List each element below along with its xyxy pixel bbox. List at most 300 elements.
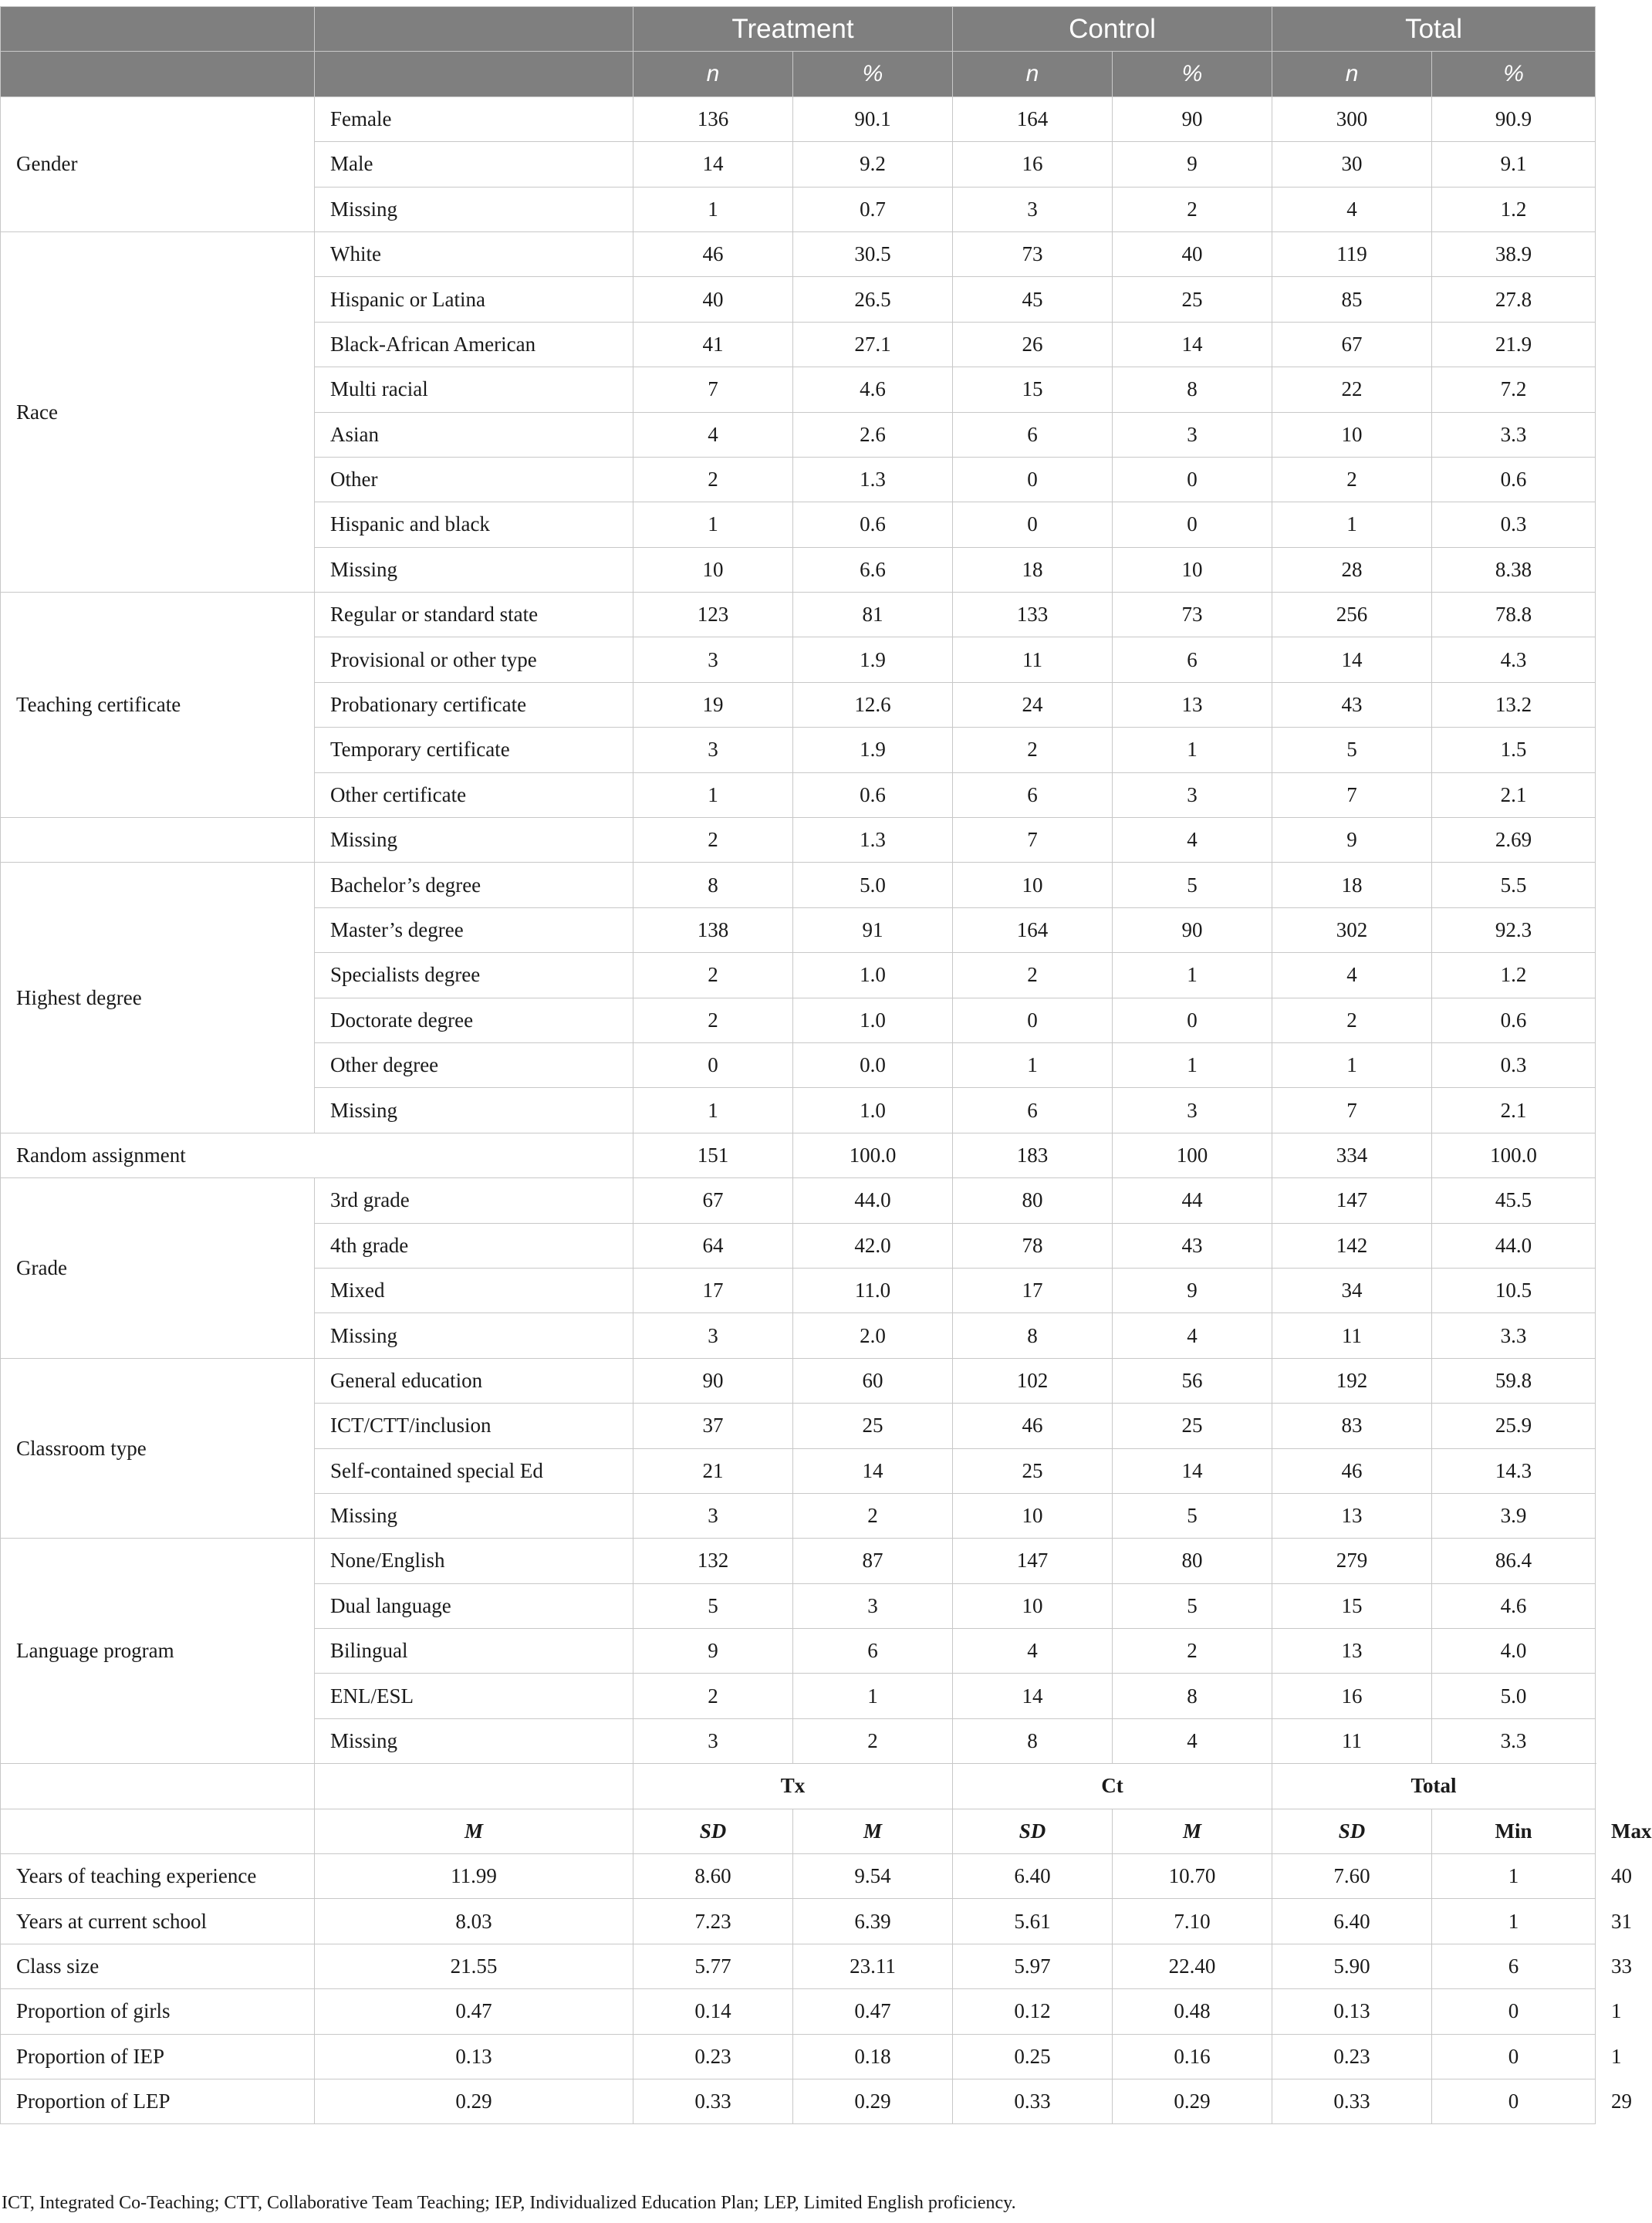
cell-value: 8.38 (1432, 547, 1596, 592)
cell-value: 27.8 (1432, 277, 1596, 322)
row-label: Missing (315, 1088, 633, 1133)
cell-value: 0.6 (793, 772, 953, 817)
row-label: Random assignment (1, 1133, 633, 1177)
cell-value: 2 (953, 953, 1113, 998)
cell-value: 16 (1272, 1674, 1432, 1718)
cell-value: 102 (953, 1358, 1113, 1403)
cell-value: 5.61 (953, 1899, 1113, 1944)
header-blank (1, 7, 315, 52)
cell-value: 0.12 (953, 1989, 1113, 2034)
cell-value: 1.9 (793, 637, 953, 682)
cell-value: 6 (953, 772, 1113, 817)
cell-value: 1.0 (793, 998, 953, 1042)
cell-value: 11 (953, 637, 1113, 682)
cell-value: 0.25 (953, 2034, 1113, 2079)
cell-value: 279 (1272, 1539, 1432, 1583)
categorical-body (1, 96, 1596, 1133)
table-row (1, 96, 1596, 141)
category-label: Language program (1, 1539, 315, 1764)
cell-value: 334 (1272, 1133, 1432, 1177)
cell-value: 14 (1272, 637, 1432, 682)
row-label: Hispanic or Latina (315, 277, 633, 322)
row-label: White (315, 231, 633, 276)
header-group-treatment: Treatment (633, 7, 953, 52)
category-label: Classroom type (1, 1358, 315, 1539)
cell-value: 2.69 (1432, 818, 1596, 863)
header-sub: % (793, 52, 953, 96)
category-label (1, 818, 315, 863)
cell-value: 0.29 (793, 2079, 953, 2123)
row-label: Probationary certificate (315, 682, 633, 727)
cell-value: 4.0 (1432, 1629, 1596, 1674)
cell-value: 64 (633, 1223, 793, 1268)
cell-value: 10 (953, 1583, 1113, 1628)
cell-value: 80 (1113, 1539, 1272, 1583)
row-label: Missing (315, 547, 633, 592)
cell-value: 8 (1113, 1674, 1272, 1718)
cell-value: 9.1 (1432, 142, 1596, 187)
cell-value: 0.13 (315, 2034, 633, 2079)
cell-value: 0.14 (633, 1989, 793, 2034)
cell-value: 0 (1432, 2034, 1596, 2079)
row-label: 3rd grade (315, 1178, 633, 1223)
cell-value: 0.6 (1432, 457, 1596, 502)
cell-value: 43 (1272, 682, 1432, 727)
cell-value: 1 (633, 187, 793, 231)
cell-value: 73 (953, 231, 1113, 276)
row-label: Male (315, 142, 633, 187)
cont-group-total: Total (1272, 1764, 1596, 1809)
row-label: Class size (1, 1944, 315, 1988)
cell-value: 1 (1432, 1854, 1596, 1899)
cell-value: 3.9 (1432, 1493, 1596, 1538)
cell-value: 8 (953, 1718, 1113, 1763)
table-row (1, 1539, 1596, 1583)
cell-value: 123 (633, 593, 793, 637)
cell-value: 22.40 (1113, 1944, 1272, 1988)
cell-value: 0 (1113, 502, 1272, 547)
cell-value: 3 (633, 637, 793, 682)
continuous-body (1, 1854, 1633, 2124)
row-label: Self-contained special Ed (315, 1448, 633, 1493)
cell-value: 2.0 (793, 1313, 953, 1358)
cell-value: 56 (1113, 1358, 1272, 1403)
cell-value: 9 (1113, 1268, 1272, 1313)
row-label: ICT/CTT/inclusion (315, 1404, 633, 1448)
row-label: 4th grade (315, 1223, 633, 1268)
table-row (1, 1358, 1596, 1403)
cell-value: 1.2 (1432, 953, 1596, 998)
cell-value: 0 (953, 457, 1113, 502)
cell-value: 2 (793, 1493, 953, 1538)
cell-value: 90 (633, 1358, 793, 1403)
cell-value: 87 (793, 1539, 953, 1583)
cell-value: 14 (633, 142, 793, 187)
cell-value: 7 (953, 818, 1113, 863)
cell-value: 80 (953, 1178, 1113, 1223)
cell-value: 9 (1272, 818, 1432, 863)
cont-sub: Min (1432, 1809, 1596, 1853)
row-label: Missing (315, 1313, 633, 1358)
cell-value: 0.6 (1432, 998, 1596, 1042)
cell-value: 81 (793, 593, 953, 637)
cell-value: 40 (633, 277, 793, 322)
cell-value: 27.1 (793, 322, 953, 367)
cont-sub: SD (953, 1809, 1113, 1853)
cell-value: 46 (1272, 1448, 1432, 1493)
cont-sub: SD (633, 1809, 793, 1853)
cell-value: 14 (793, 1448, 953, 1493)
cell-value: 28 (1272, 547, 1432, 592)
header-row-groups (1, 7, 1596, 52)
cell-value: 1 (1432, 1899, 1596, 1944)
cell-value: 2 (1272, 998, 1432, 1042)
cell-value: 18 (953, 547, 1113, 592)
cell-value: 100.0 (793, 1133, 953, 1177)
cell-value: 4 (1113, 1718, 1272, 1763)
cell-value: 3.3 (1432, 412, 1596, 457)
continuous-header-groups (1, 1764, 1596, 1809)
cell-value: 0.13 (1272, 1989, 1432, 2034)
cell-value: 90 (1113, 96, 1272, 141)
header-sub: n (953, 52, 1113, 96)
cell-value: 18 (1272, 863, 1432, 907)
row-label: Black-African American (315, 322, 633, 367)
cell-value: 0.18 (793, 2034, 953, 2079)
category-label: Gender (1, 96, 315, 231)
row-label: Multi racial (315, 367, 633, 412)
row-label: None/English (315, 1539, 633, 1583)
header-blank (315, 7, 633, 52)
header-sub: % (1113, 52, 1272, 96)
cell-value: 147 (953, 1539, 1113, 1583)
cell-value: 1.5 (1432, 728, 1596, 772)
cell-value: 4.6 (1432, 1583, 1596, 1628)
continuous-header-sub: M SD M SD M SD Min Max (1, 1809, 1596, 1853)
cell-value: 0 (953, 502, 1113, 547)
cell-value: 45 (953, 277, 1113, 322)
cell-value: 25 (953, 1448, 1113, 1493)
cell-value: 1 (1272, 502, 1432, 547)
header-group-total: Total (1272, 7, 1596, 52)
row-label: Years of teaching experience (1, 1854, 315, 1899)
cell-value: 136 (633, 96, 793, 141)
cell-value: 90.9 (1432, 96, 1596, 141)
cell-value: 25 (1113, 1404, 1272, 1448)
cell-value: 59.8 (1432, 1358, 1596, 1403)
cell-value: 1 (633, 772, 793, 817)
cell-value: 4 (1272, 953, 1432, 998)
row-label: Doctorate degree (315, 998, 633, 1042)
category-label: Teaching certificate (1, 593, 315, 818)
cell-value: 10 (953, 1493, 1113, 1538)
cell-value: 138 (633, 907, 793, 952)
cell-value: 6.6 (793, 547, 953, 592)
row-label: Bachelor’s degree (315, 863, 633, 907)
row-label: Other (315, 457, 633, 502)
cell-value: 183 (953, 1133, 1113, 1177)
cell-value: 1 (633, 1088, 793, 1133)
cell-value: 119 (1272, 231, 1432, 276)
cell-value: 3 (793, 1583, 953, 1628)
cell-value: 9 (633, 1629, 793, 1674)
cell-value: 2 (1113, 187, 1272, 231)
random-assignment-body (1, 1133, 1596, 1177)
cell-value: 2 (633, 457, 793, 502)
header-sub: n (633, 52, 793, 96)
cell-value: 13 (1272, 1629, 1432, 1674)
cell-value: 9.54 (793, 1854, 953, 1899)
cell-value: 164 (953, 96, 1113, 141)
cell-value: 14.3 (1432, 1448, 1596, 1493)
cell-value: 21.9 (1432, 322, 1596, 367)
cell-value: 5 (1272, 728, 1432, 772)
cell-value: 25 (793, 1404, 953, 1448)
cell-value: 23.11 (793, 1944, 953, 1988)
cell-value: 0 (1432, 2079, 1596, 2123)
cell-value: 11.0 (793, 1268, 953, 1313)
row-label: Years at current school (1, 1899, 315, 1944)
cell-value: 6 (1113, 637, 1272, 682)
cell-value: 86.4 (1432, 1539, 1596, 1583)
header-group-control: Control (953, 7, 1272, 52)
cell-value: 5 (633, 1583, 793, 1628)
row-label: ENL/ESL (315, 1674, 633, 1718)
cell-value: 10 (1272, 412, 1432, 457)
cell-value: 9 (1113, 142, 1272, 187)
cell-value: 4 (1113, 1313, 1272, 1358)
cell-value: 5.0 (1432, 1674, 1596, 1718)
cell-value: 7 (1272, 772, 1432, 817)
cell-value: 1 (793, 1674, 953, 1718)
cell-value: 78.8 (1432, 593, 1596, 637)
cell-value: 2 (633, 953, 793, 998)
cell-value: 4 (633, 412, 793, 457)
table-row: Proportion of girls 0.47 0.14 0.47 0.12 0.48 0.13 0 1 (1, 1989, 1596, 2034)
cell-value: 0 (1113, 457, 1272, 502)
cell-value: 3 (633, 1493, 793, 1538)
row-label: Bilingual (315, 1629, 633, 1674)
cell-value: 5.90 (1272, 1944, 1432, 1988)
cell-value: 8 (633, 863, 793, 907)
footnote: ICT, Integrated Co-Teaching; CTT, Collaborative Team Teaching; IEP, Individualized Education Plan; LEP, Limited English proficiency. (2, 2193, 1016, 2213)
row-label: Asian (315, 412, 633, 457)
cell-value: 25.9 (1432, 1404, 1596, 1448)
cell-value: 6 (793, 1629, 953, 1674)
cell-value: 132 (633, 1539, 793, 1583)
cell-value: 1 (1113, 953, 1272, 998)
cell-value: 8.60 (633, 1854, 793, 1899)
cell-value: 46 (953, 1404, 1113, 1448)
cell-value: 44.0 (1432, 1223, 1596, 1268)
table-row: Years of teaching experience 11.99 8.60 9.54 6.40 10.70 7.60 1 40 (1, 1854, 1596, 1899)
cell-value: 5.97 (953, 1944, 1113, 1988)
cell-value: 3 (633, 728, 793, 772)
category-label: Race (1, 231, 315, 592)
cell-value: 151 (633, 1133, 793, 1177)
cell-value: 13.2 (1432, 682, 1596, 727)
cell-value: 0.23 (633, 2034, 793, 2079)
header-blank (315, 1764, 633, 1809)
cell-value: 15 (953, 367, 1113, 412)
cell-value: 4 (953, 1629, 1113, 1674)
row-label: Other degree (315, 1042, 633, 1087)
cell-value: 5 (1113, 1493, 1272, 1538)
cell-value: 1.3 (793, 457, 953, 502)
cell-value: 85 (1272, 277, 1432, 322)
cell-value: 1.3 (793, 818, 953, 863)
cell-value: 60 (793, 1358, 953, 1403)
row-label: Proportion of IEP (1, 2034, 315, 2079)
header-blank (315, 52, 633, 96)
cell-value: 26 (953, 322, 1113, 367)
cell-value: 16 (953, 142, 1113, 187)
cell-value: 3 (1113, 1088, 1272, 1133)
cell-value: 6 (953, 412, 1113, 457)
cell-value: 12.6 (793, 682, 953, 727)
cell-value: 0.16 (1113, 2034, 1272, 2079)
cell-value: 34 (1272, 1268, 1432, 1313)
cell-value: 9.2 (793, 142, 953, 187)
cell-value: 147 (1272, 1178, 1432, 1223)
cell-value: 90 (1113, 907, 1272, 952)
cell-value: 0 (1432, 1989, 1596, 2034)
cell-value: 0 (1113, 998, 1272, 1042)
row-label: Missing (315, 1493, 633, 1538)
cell-value: 0.29 (315, 2079, 633, 2123)
row-label: Regular or standard state (315, 593, 633, 637)
cell-value: 2 (633, 818, 793, 863)
cell-value: 41 (633, 322, 793, 367)
cell-value: 6 (953, 1088, 1113, 1133)
table-row (1, 231, 1596, 276)
cell-value: 13 (1272, 1493, 1432, 1538)
cell-value: 4 (1113, 818, 1272, 863)
cell-value: 8.03 (315, 1899, 633, 1944)
cell-value: 5 (1113, 1583, 1272, 1628)
row-label: Hispanic and black (315, 502, 633, 547)
cell-value: 5.77 (633, 1944, 793, 1988)
header-sub: n (1272, 52, 1432, 96)
cell-value: 0.0 (793, 1042, 953, 1087)
cell-value: 5 (1113, 863, 1272, 907)
cell-value: 2 (1113, 1629, 1272, 1674)
cell-value: 42.0 (793, 1223, 953, 1268)
cell-value: 4 (1272, 187, 1432, 231)
cell-value: 3 (1113, 412, 1272, 457)
cell-value: 67 (633, 1178, 793, 1223)
cell-value: 2.1 (1432, 1088, 1596, 1133)
cell-value: 7.23 (633, 1899, 793, 1944)
cell-value: 1 (1113, 728, 1272, 772)
cont-group-ct: Ct (953, 1764, 1272, 1809)
cell-value: 8 (1113, 367, 1272, 412)
table-row: Class size 21.55 5.77 23.11 5.97 22.40 5.90 6 33 (1, 1944, 1596, 1988)
table-row (1, 1133, 1596, 1177)
cell-value: 0.47 (315, 1989, 633, 2034)
cell-value: 6.40 (1272, 1899, 1432, 1944)
cell-value: 0.33 (633, 2079, 793, 2123)
cell-value: 38.9 (1432, 231, 1596, 276)
cell-value: 1 (953, 1042, 1113, 1087)
cell-value: 3.3 (1432, 1313, 1596, 1358)
cont-sub: SD (1272, 1809, 1432, 1853)
table-row (1, 1178, 1596, 1223)
cell-value: 164 (953, 907, 1113, 952)
cell-value: 92.3 (1432, 907, 1596, 952)
cell-value: 30.5 (793, 231, 953, 276)
cell-value: 10 (1113, 547, 1272, 592)
row-label: Proportion of girls (1, 1989, 315, 2034)
header-sub: % (1432, 52, 1596, 96)
cell-value: 6.40 (953, 1854, 1113, 1899)
cell-value: 30 (1272, 142, 1432, 187)
table-row: Years at current school 8.03 7.23 6.39 5.61 7.10 6.40 1 31 (1, 1899, 1596, 1944)
category-label: Grade (1, 1178, 315, 1359)
cell-value: 83 (1272, 1404, 1432, 1448)
cell-value: 78 (953, 1223, 1113, 1268)
cell-value: 0.33 (953, 2079, 1113, 2123)
cell-value: 142 (1272, 1223, 1432, 1268)
cell-value: 14 (1113, 322, 1272, 367)
cell-value: 7.60 (1272, 1854, 1432, 1899)
demographics-table (0, 6, 1652, 2124)
cell-value: 3 (633, 1718, 793, 1763)
cell-value: 2 (1272, 457, 1432, 502)
cell-value: 44 (1113, 1178, 1272, 1223)
cont-sub: M (1113, 1809, 1272, 1853)
cell-value: 0.47 (793, 1989, 953, 2034)
cell-value: 0.23 (1272, 2034, 1432, 2079)
cell-value: 4.6 (793, 367, 953, 412)
cell-value: 25 (1113, 277, 1272, 322)
cont-sub: M (793, 1809, 953, 1853)
row-label: Missing (315, 818, 633, 863)
row-label: General education (315, 1358, 633, 1403)
cell-value: 7.10 (1113, 1899, 1272, 1944)
cell-value: 133 (953, 593, 1113, 637)
row-label: Master’s degree (315, 907, 633, 952)
cell-value: 3.3 (1432, 1718, 1596, 1763)
cell-value: 26.5 (793, 277, 953, 322)
row-label: Female (315, 96, 633, 141)
cell-value: 1.0 (793, 953, 953, 998)
cell-value: 7.2 (1432, 367, 1596, 412)
cell-value: 2 (953, 728, 1113, 772)
cell-value: 10 (953, 863, 1113, 907)
header-blank (1, 1809, 315, 1853)
row-label: Missing (315, 187, 633, 231)
header-blank (1, 1764, 315, 1809)
cell-value: 19 (633, 682, 793, 727)
cell-value: 3 (1113, 772, 1272, 817)
cell-value: 6.39 (793, 1899, 953, 1944)
cell-value: 91 (793, 907, 953, 952)
cont-group-tx: Tx (633, 1764, 953, 1809)
cell-value: 37 (633, 1404, 793, 1448)
cell-value: 14 (953, 1674, 1113, 1718)
cell-value: 5.5 (1432, 863, 1596, 907)
table-row: Proportion of IEP 0.13 0.23 0.18 0.25 0.16 0.23 0 1 (1, 2034, 1596, 2079)
cell-value: 2 (633, 998, 793, 1042)
cell-value: 1.9 (793, 728, 953, 772)
header-blank (1, 52, 315, 96)
table-row (1, 818, 1596, 863)
row-label: Mixed (315, 1268, 633, 1313)
cell-value: 7 (633, 367, 793, 412)
cell-value: 1 (1272, 1042, 1432, 1087)
cell-value: 7 (1272, 1088, 1432, 1133)
